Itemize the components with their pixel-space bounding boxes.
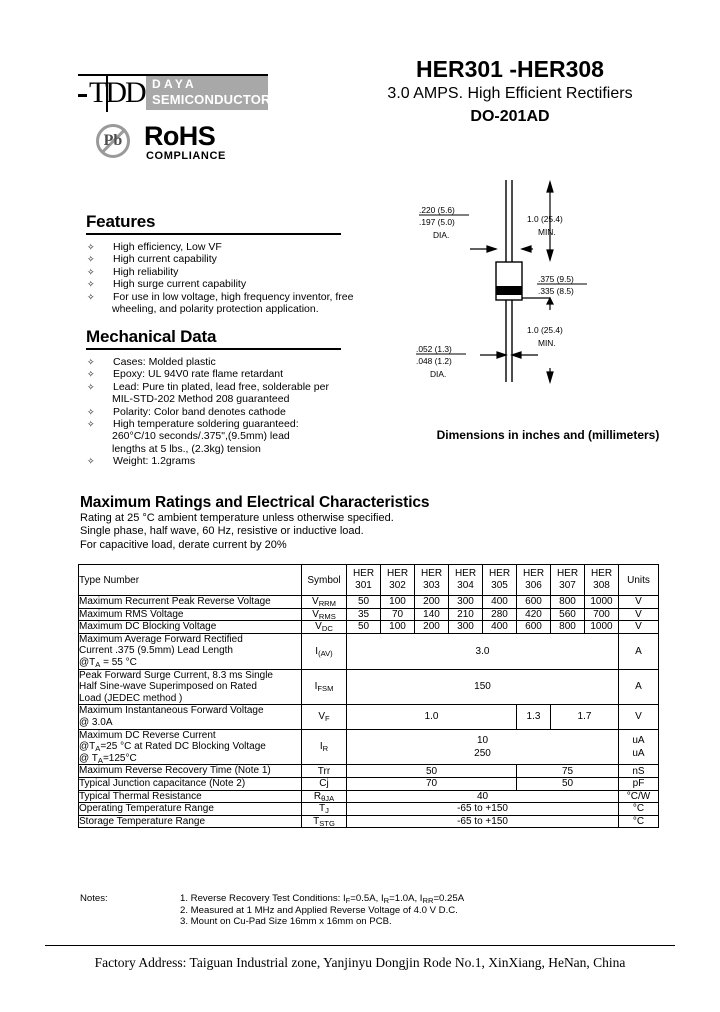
cell-value: 200 xyxy=(415,596,449,609)
mechanical-text: High temperature soldering guaranteed: xyxy=(113,418,299,431)
cell-value: 3.0 xyxy=(347,633,619,669)
mechanical-list xyxy=(86,356,366,468)
cell-value: 280 xyxy=(483,608,517,621)
document-title-block xyxy=(330,56,690,127)
mechanical-text-continued: 260°C/10 seconds/.375",(9.5mm) lead xyxy=(112,430,290,443)
part-range-title: HER301 -HER308 xyxy=(416,56,604,82)
row-units: °C xyxy=(619,803,659,816)
notes-label: Notes: xyxy=(80,893,108,904)
mechanical-text: Cases: Molded plastic xyxy=(113,356,216,368)
note-item: 3. Mount on Cu-Pad Size 16mm x 16mm on PCB. xyxy=(180,916,392,928)
cell-value: 40 xyxy=(347,790,619,803)
mechanical-text: Polarity: Color band denotes cathode xyxy=(113,405,286,418)
table-header-row xyxy=(79,565,659,596)
list-item xyxy=(86,406,366,418)
diamond-bullet-icon: ✧ xyxy=(87,357,95,367)
table-row xyxy=(79,815,659,828)
rohs-label: RoHS xyxy=(144,121,216,151)
cell-value: 75 xyxy=(517,765,619,778)
list-item xyxy=(86,253,366,265)
list-item xyxy=(86,241,366,253)
diamond-bullet-icon: ✧ xyxy=(87,279,95,290)
diamond-bullet-icon: ✧ xyxy=(87,254,95,265)
cell-value: 600 xyxy=(517,621,551,634)
package-drawing-svg xyxy=(400,170,690,420)
mechanical-underline xyxy=(86,348,341,350)
cell-value: 210 xyxy=(449,608,483,621)
row-symbol: Trr xyxy=(302,765,347,778)
cell-value: 70 xyxy=(381,608,415,621)
cathode-band-icon xyxy=(496,286,522,295)
diamond-bullet-icon: ✧ xyxy=(87,456,95,467)
row-symbol: $T_J$ xyxy=(302,803,347,816)
row-desc: Typical Junction capacitance (Note 2) xyxy=(79,777,302,790)
mechanical-heading: Mechanical Data xyxy=(86,327,217,346)
list-item xyxy=(86,368,366,380)
logo-semiconductor-text: SEMICONDUCTOR xyxy=(152,92,271,107)
list-item xyxy=(86,278,366,290)
ratings-intro xyxy=(80,494,640,552)
lead-diameter-dimension xyxy=(480,352,538,358)
cell-value: -65 to +150 xyxy=(347,803,619,816)
row-desc: Peak Forward Surge Current, 8.3 ms Single Half Sine-wave Superimposed on Rated Load (JEDEC method ) xyxy=(79,669,302,705)
cell-value: 800 xyxy=(551,621,585,634)
body-length-dimension xyxy=(522,298,553,310)
row-desc: Maximum DC Reverse Current $@T_A=25$ °C at Rated DC Blocking Voltage @ $T_A=125^\circ C$ xyxy=(79,729,302,765)
col-header-part-303: HER 303 xyxy=(415,565,449,596)
col-header-part-301: HER 301 xyxy=(347,565,381,596)
row-symbol: $V_{RRM}$ xyxy=(302,596,347,609)
diamond-bullet-icon: ✧ xyxy=(87,381,95,392)
row-symbol: $V_F$ xyxy=(302,705,347,729)
mechanical-text: Weight: 1.2grams xyxy=(113,455,196,468)
table-row xyxy=(79,596,659,609)
cell-value: 300 xyxy=(449,621,483,634)
cell-value: 600 xyxy=(517,596,551,609)
diamond-bullet-icon: ✧ xyxy=(87,406,95,417)
features-list xyxy=(86,241,366,315)
row-units: nS xyxy=(619,765,659,778)
mechanical-data-section xyxy=(86,327,366,468)
mechanical-text-continued: MIL-STD-202 Method 208 guaranteed xyxy=(112,393,290,406)
company-logo xyxy=(78,74,271,112)
list-item xyxy=(86,291,366,303)
bottom-lead-dimension-arrow xyxy=(547,368,553,382)
package-outline-drawing xyxy=(400,170,690,420)
row-symbol: $I_{(AV)}$ xyxy=(302,633,347,669)
cell-value: 1000 xyxy=(585,621,619,634)
footer-divider xyxy=(45,945,675,946)
table-row xyxy=(79,705,659,729)
dia-lead-max-label: .052 (1.3) xyxy=(416,344,452,354)
feature-text: High efficiency, Low VF xyxy=(113,241,222,253)
cell-value: 1.7 xyxy=(551,705,619,729)
specifications-table xyxy=(78,564,659,828)
row-units: uA uA xyxy=(619,729,659,765)
lead-top-length-label: 1.0 (25.4) xyxy=(527,214,563,224)
cell-value: 50 xyxy=(347,765,517,778)
row-desc: Maximum RMS Voltage xyxy=(79,608,302,621)
row-units: V xyxy=(619,705,659,729)
lead-bot-length-label: 1.0 (25.4) xyxy=(527,325,563,335)
diamond-bullet-icon: ✧ xyxy=(87,266,95,277)
mechanical-text-continued: lengths at 5 lbs., (2.3kg) tension xyxy=(112,442,261,455)
pb-label: Pb xyxy=(103,132,123,149)
row-desc: Maximum Instantaneous Forward Voltage @ 3.0A xyxy=(79,705,302,729)
dia-body-max-label: .220 (5.6) xyxy=(419,205,455,215)
row-units: V xyxy=(619,608,659,621)
list-item xyxy=(86,455,366,467)
table-row xyxy=(79,608,659,621)
cell-value: 800 xyxy=(551,596,585,609)
row-symbol: $T_{STG}$ xyxy=(302,815,347,828)
col-header-units: Units xyxy=(619,565,659,596)
cell-value: 50 xyxy=(517,777,619,790)
cell-value: 150 xyxy=(347,669,619,705)
row-units: V xyxy=(619,596,659,609)
features-section xyxy=(86,212,366,315)
cell-value: 140 xyxy=(415,608,449,621)
body-length-min-label: .335 (8.5) xyxy=(538,286,574,296)
cell-value: 70 xyxy=(347,777,517,790)
package-type: DO-201AD xyxy=(470,108,550,125)
cell-value: -65 to +150 xyxy=(347,815,619,828)
diamond-bullet-icon: ✧ xyxy=(87,419,95,430)
logo-daya-text: DAYA xyxy=(152,77,197,91)
cell-value: 100 xyxy=(381,596,415,609)
cell-value: 50 xyxy=(347,621,381,634)
row-units: pF xyxy=(619,777,659,790)
col-header-part-304: HER 304 xyxy=(449,565,483,596)
col-header-part-308: HER 308 xyxy=(585,565,619,596)
row-units: °C/W xyxy=(619,790,659,803)
list-item xyxy=(86,418,366,430)
table-row xyxy=(79,765,659,778)
cell-value: 700 xyxy=(585,608,619,621)
cell-value: 50 xyxy=(347,596,381,609)
table-row xyxy=(79,621,659,634)
note-item: 2. Measured at 1 MHz and Applied Reverse Voltage of 4.0 V D.C. xyxy=(180,904,458,916)
diamond-bullet-icon: ✧ xyxy=(87,291,95,302)
row-desc: Maximum Recurrent Peak Reverse Voltage xyxy=(79,596,302,609)
list-item xyxy=(86,381,366,393)
dia-lead-unit-label: DIA. xyxy=(430,369,447,379)
row-symbol: $V_{RMS}$ xyxy=(302,608,347,621)
row-desc: Operating Temperature Range xyxy=(79,803,302,816)
list-item xyxy=(86,356,366,368)
row-symbol: Cj xyxy=(302,777,347,790)
dia-body-unit-label: DIA. xyxy=(433,230,450,240)
logo-dash-mark xyxy=(78,94,87,97)
row-units: A xyxy=(619,633,659,669)
table-row xyxy=(79,633,659,669)
part-subtitle: 3.0 AMPS. High Efficient Rectifiers xyxy=(387,85,633,102)
ratings-line: For capacitive load, derate current by 20% xyxy=(80,538,287,551)
row-symbol: $R_{\theta JA}$ xyxy=(302,790,347,803)
table-row xyxy=(79,777,659,790)
row-units: V xyxy=(619,621,659,634)
dia-body-min-label: .197 (5.0) xyxy=(419,217,455,227)
dia-lead-min-label: .048 (1.2) xyxy=(416,356,452,366)
cell-value: 100 xyxy=(381,621,415,634)
feature-text: High reliability xyxy=(113,265,179,278)
feature-text: High surge current capability xyxy=(113,278,247,291)
row-symbol: $I_R$ xyxy=(302,729,347,765)
cell-value: 35 xyxy=(347,608,381,621)
row-symbol: $V_{DC}$ xyxy=(302,621,347,634)
col-header-type-number: Type Number xyxy=(79,565,302,596)
table-row xyxy=(79,669,659,705)
list-item xyxy=(86,266,366,278)
note-item: 1. Reverse Recovery Test Conditions: $I_F=0.5A$, $I_R=1.0A$, $I_{RR}=0.25A$ xyxy=(180,893,465,905)
feature-text-continued: wheeling, and polarity protection application. xyxy=(112,303,319,316)
factory-address: Factory Address: Taiguan Industrial zone, Yanjinyu Dongjin Rode No.1, XinXiang, HeNan, China xyxy=(94,955,626,970)
col-header-part-305: HER 305 xyxy=(483,565,517,596)
row-desc: Maximum DC Blocking Voltage xyxy=(79,621,302,634)
row-desc: Typical Thermal Resistance xyxy=(79,790,302,803)
feature-text: High current capability xyxy=(113,253,217,266)
cell-value: 1000 xyxy=(585,596,619,609)
diamond-bullet-icon: ✧ xyxy=(87,242,95,252)
col-header-part-307: HER 307 xyxy=(551,565,585,596)
table-row xyxy=(79,790,659,803)
cell-value: 10 250 xyxy=(347,729,619,765)
diamond-bullet-icon: ✧ xyxy=(87,369,95,380)
notes-section xyxy=(80,893,640,928)
cell-value: 1.3 xyxy=(517,705,551,729)
ratings-heading: Maximum Ratings and Electrical Characteristics xyxy=(80,494,430,511)
cell-value: 400 xyxy=(483,596,517,609)
row-desc: Storage Temperature Range xyxy=(79,815,302,828)
ratings-line: Rating at 25 °C ambient temperature unless otherwise specified. xyxy=(80,512,394,524)
ratings-line: Single phase, half wave, 60 Hz, resistive or inductive load. xyxy=(80,525,364,538)
dimensions-caption: Dimensions in inches and (millimeters) xyxy=(436,428,660,442)
mechanical-text: Lead: Pure tin plated, lead free, solderable per xyxy=(113,380,329,393)
col-header-symbol: Symbol xyxy=(302,565,347,596)
row-units: A xyxy=(619,669,659,705)
row-desc: Maximum Reverse Recovery Time (Note 1) xyxy=(79,765,302,778)
lead-top-min-label: MIN. xyxy=(538,227,556,237)
row-units: °C xyxy=(619,815,659,828)
cell-value: 300 xyxy=(449,596,483,609)
mechanical-text: Epoxy: UL 94V0 rate flame retardant xyxy=(113,368,284,381)
cell-value: 420 xyxy=(517,608,551,621)
notes-list xyxy=(180,893,640,928)
rohs-compliance-label: COMPLIANCE xyxy=(146,150,226,162)
col-header-part-302: HER 302 xyxy=(381,565,415,596)
cell-value: 1.0 xyxy=(347,705,517,729)
cell-value: 400 xyxy=(483,621,517,634)
features-heading: Features xyxy=(86,212,156,231)
col-header-part-306: HER 306 xyxy=(517,565,551,596)
row-desc: Maximum Average Forward Rectified Current .375 (9.5mm) Lead Length $@T_A = 55$ °C xyxy=(79,633,302,669)
features-underline xyxy=(86,233,341,235)
lead-bot-min-label: MIN. xyxy=(538,338,556,348)
cell-value: 560 xyxy=(551,608,585,621)
body-length-max-label: .375 (9.5) xyxy=(538,274,574,284)
logo-tdd-text: TDD xyxy=(89,76,145,109)
cell-value: 200 xyxy=(415,621,449,634)
table-row xyxy=(79,729,659,765)
body-diameter-dimension xyxy=(470,246,533,252)
row-symbol: $I_{FSM}$ xyxy=(302,669,347,705)
feature-text: For use in low voltage, high frequency inventor, free xyxy=(113,290,354,303)
table-row xyxy=(79,803,659,816)
